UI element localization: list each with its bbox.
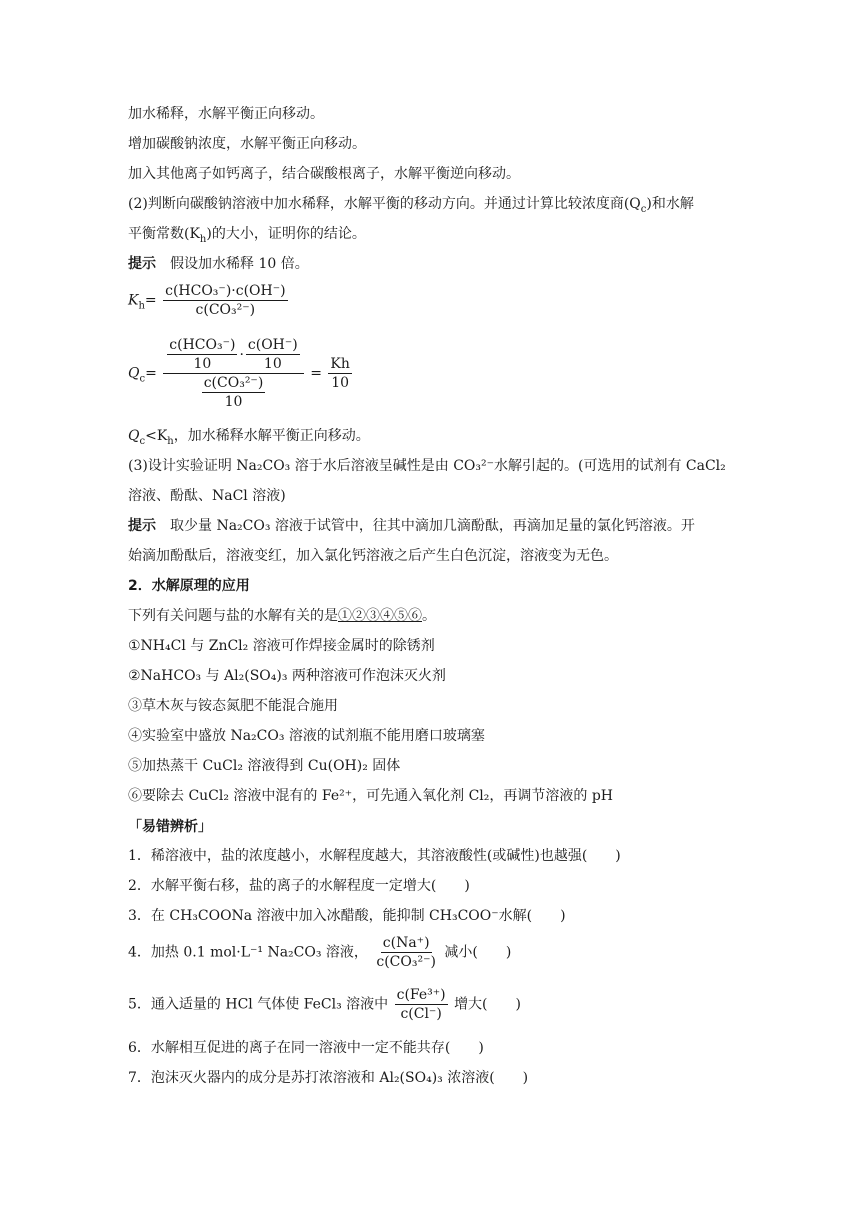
kh-fraction: $\frac{\text{c(HCO₃⁻)·c(OH⁻)}}{\text{c(CO₃²⁻)}}$ — [165, 283, 286, 318]
judge-item: 7．泡沫灭火器内的成分是苏打浓溶液和 Al₂(SO₄)₃ 浓溶液( ) — [128, 1070, 529, 1086]
hint-label: 提示 — [128, 518, 156, 534]
answer: ①②③④⑤⑥ — [338, 608, 422, 624]
judge-item: 1．稀溶液中，盐的浓度越小，水解程度越大，其溶液酸性(或碱性)也越强( ) — [128, 848, 621, 864]
judge-item: 5．通入适量的 HCl 气体使 FeCl₃ 溶液中 $\frac{\text{c(Fe³⁺)}}{c(Cl^-)}$ 增大( ) — [128, 987, 521, 1022]
hint-line: 提示 假设加水稀释 10 倍。 — [128, 256, 309, 272]
question-3-line: (3)设计实验证明 Na₂CO₃ 溶于水后溶液呈碱性是由 CO₃²⁻水解引起的。(可选用的试剂有 CaCl₂ — [128, 458, 726, 474]
hint-label: 提示 — [128, 256, 156, 272]
section-question: 下列有关问题与盐的水解有关的是①②③④⑤⑥。 — [128, 608, 436, 624]
judge-item: 2．水解平衡右移，盐的离子的水解程度一定增大( ) — [128, 878, 470, 894]
judge-item: 4．加热 0.1 mol·L⁻¹ Na₂CO₃ 溶液， $\frac{c(Na^+)}{\text{c(CO₃²⁻)}}$ 减小( ) — [128, 935, 512, 970]
hint-line: 提示 取少量 Na₂CO₃ 溶液于试管中，往其中滴加几滴酚酞，再滴加足量的氯化钙溶液。开 — [128, 518, 695, 534]
qc-fraction: $\frac{\text{c(HCO₃⁻)}}{10}$ · $\frac{c(OH^-)}{10}$ $\frac{\text{c(CO₃²⁻)}}{10}$ — [163, 336, 303, 411]
section-heading: 2．水解原理的应用 — [128, 578, 250, 594]
question-3-line: 溶液、酚酞、NaCl 溶液) — [128, 488, 286, 504]
list-item: ⑥要除去 CuCl₂ 溶液中混有的 Fe²⁺，可先通入氧化剂 Cl₂，再调节溶液的 pH — [128, 788, 613, 804]
judge-item: 3．在 CH₃COONa 溶液中加入冰醋酸，能抑制 CH₃COO⁻水解( ) — [128, 908, 566, 924]
text-line: 增加碳酸钠浓度，水解平衡正向移动。 — [128, 136, 366, 152]
section-badge: 「易错辨析」 — [128, 819, 212, 835]
list-item: ②NaHCO₃ 与 Al₂(SO₄)₃ 两种溶液可作泡沫灭火剂 — [128, 668, 446, 684]
judge-item: 6．水解相互促进的离子在同一溶液中一定不能共存( ) — [128, 1040, 484, 1056]
text-line: 加水稀释，水解平衡正向移动。 — [128, 106, 324, 122]
list-item: ⑤加热蒸干 CuCl₂ 溶液得到 Cu(OH)₂ 固体 — [128, 758, 401, 774]
conclusion-line: $Q_c<K_h$，加水稀释水解平衡正向移动。 — [128, 428, 370, 447]
list-item: ①NH₄Cl 与 ZnCl₂ 溶液可作焊接金属时的除锈剂 — [128, 638, 435, 654]
question-2-line: 平衡常数$(K_h)$的大小，证明你的结论。 — [128, 226, 366, 245]
question-2-line: (2)判断向碳酸钠溶液中加水稀释，水解平衡的移动方向。并通过计算比较浓度商$(Q_c)$和水解 — [128, 196, 694, 215]
list-item: ④实验室中盛放 Na₂CO₃ 溶液的试剂瓶不能用磨口玻璃塞 — [128, 728, 485, 744]
hint-line: 始滴加酚酞后，溶液变红，加入氯化钙溶液之后产生白色沉淀，溶液变为无色。 — [128, 548, 618, 564]
qc-formula: $Q_c=$ $\frac{\text{c(HCO₃⁻)}}{10}$ · $\frac{c(OH^-)}{10}$ $\frac{\text{c(CO₃²⁻)}}{10}$ = $\frac{Kh}{10}$ — [128, 337, 350, 410]
list-item: ③草木灰与铵态氮肥不能混合施用 — [128, 698, 338, 714]
text-line: 加入其他离子如钙离子，结合碳酸根离子，水解平衡逆向移动。 — [128, 166, 520, 182]
qc-rhs-fraction: $\frac{Kh}{10}$ — [330, 356, 350, 391]
kh-formula: $K_h=$ $\frac{\text{c(HCO₃⁻)·c(OH⁻)}}{\text{c(CO₃²⁻)}}$ — [128, 283, 286, 318]
